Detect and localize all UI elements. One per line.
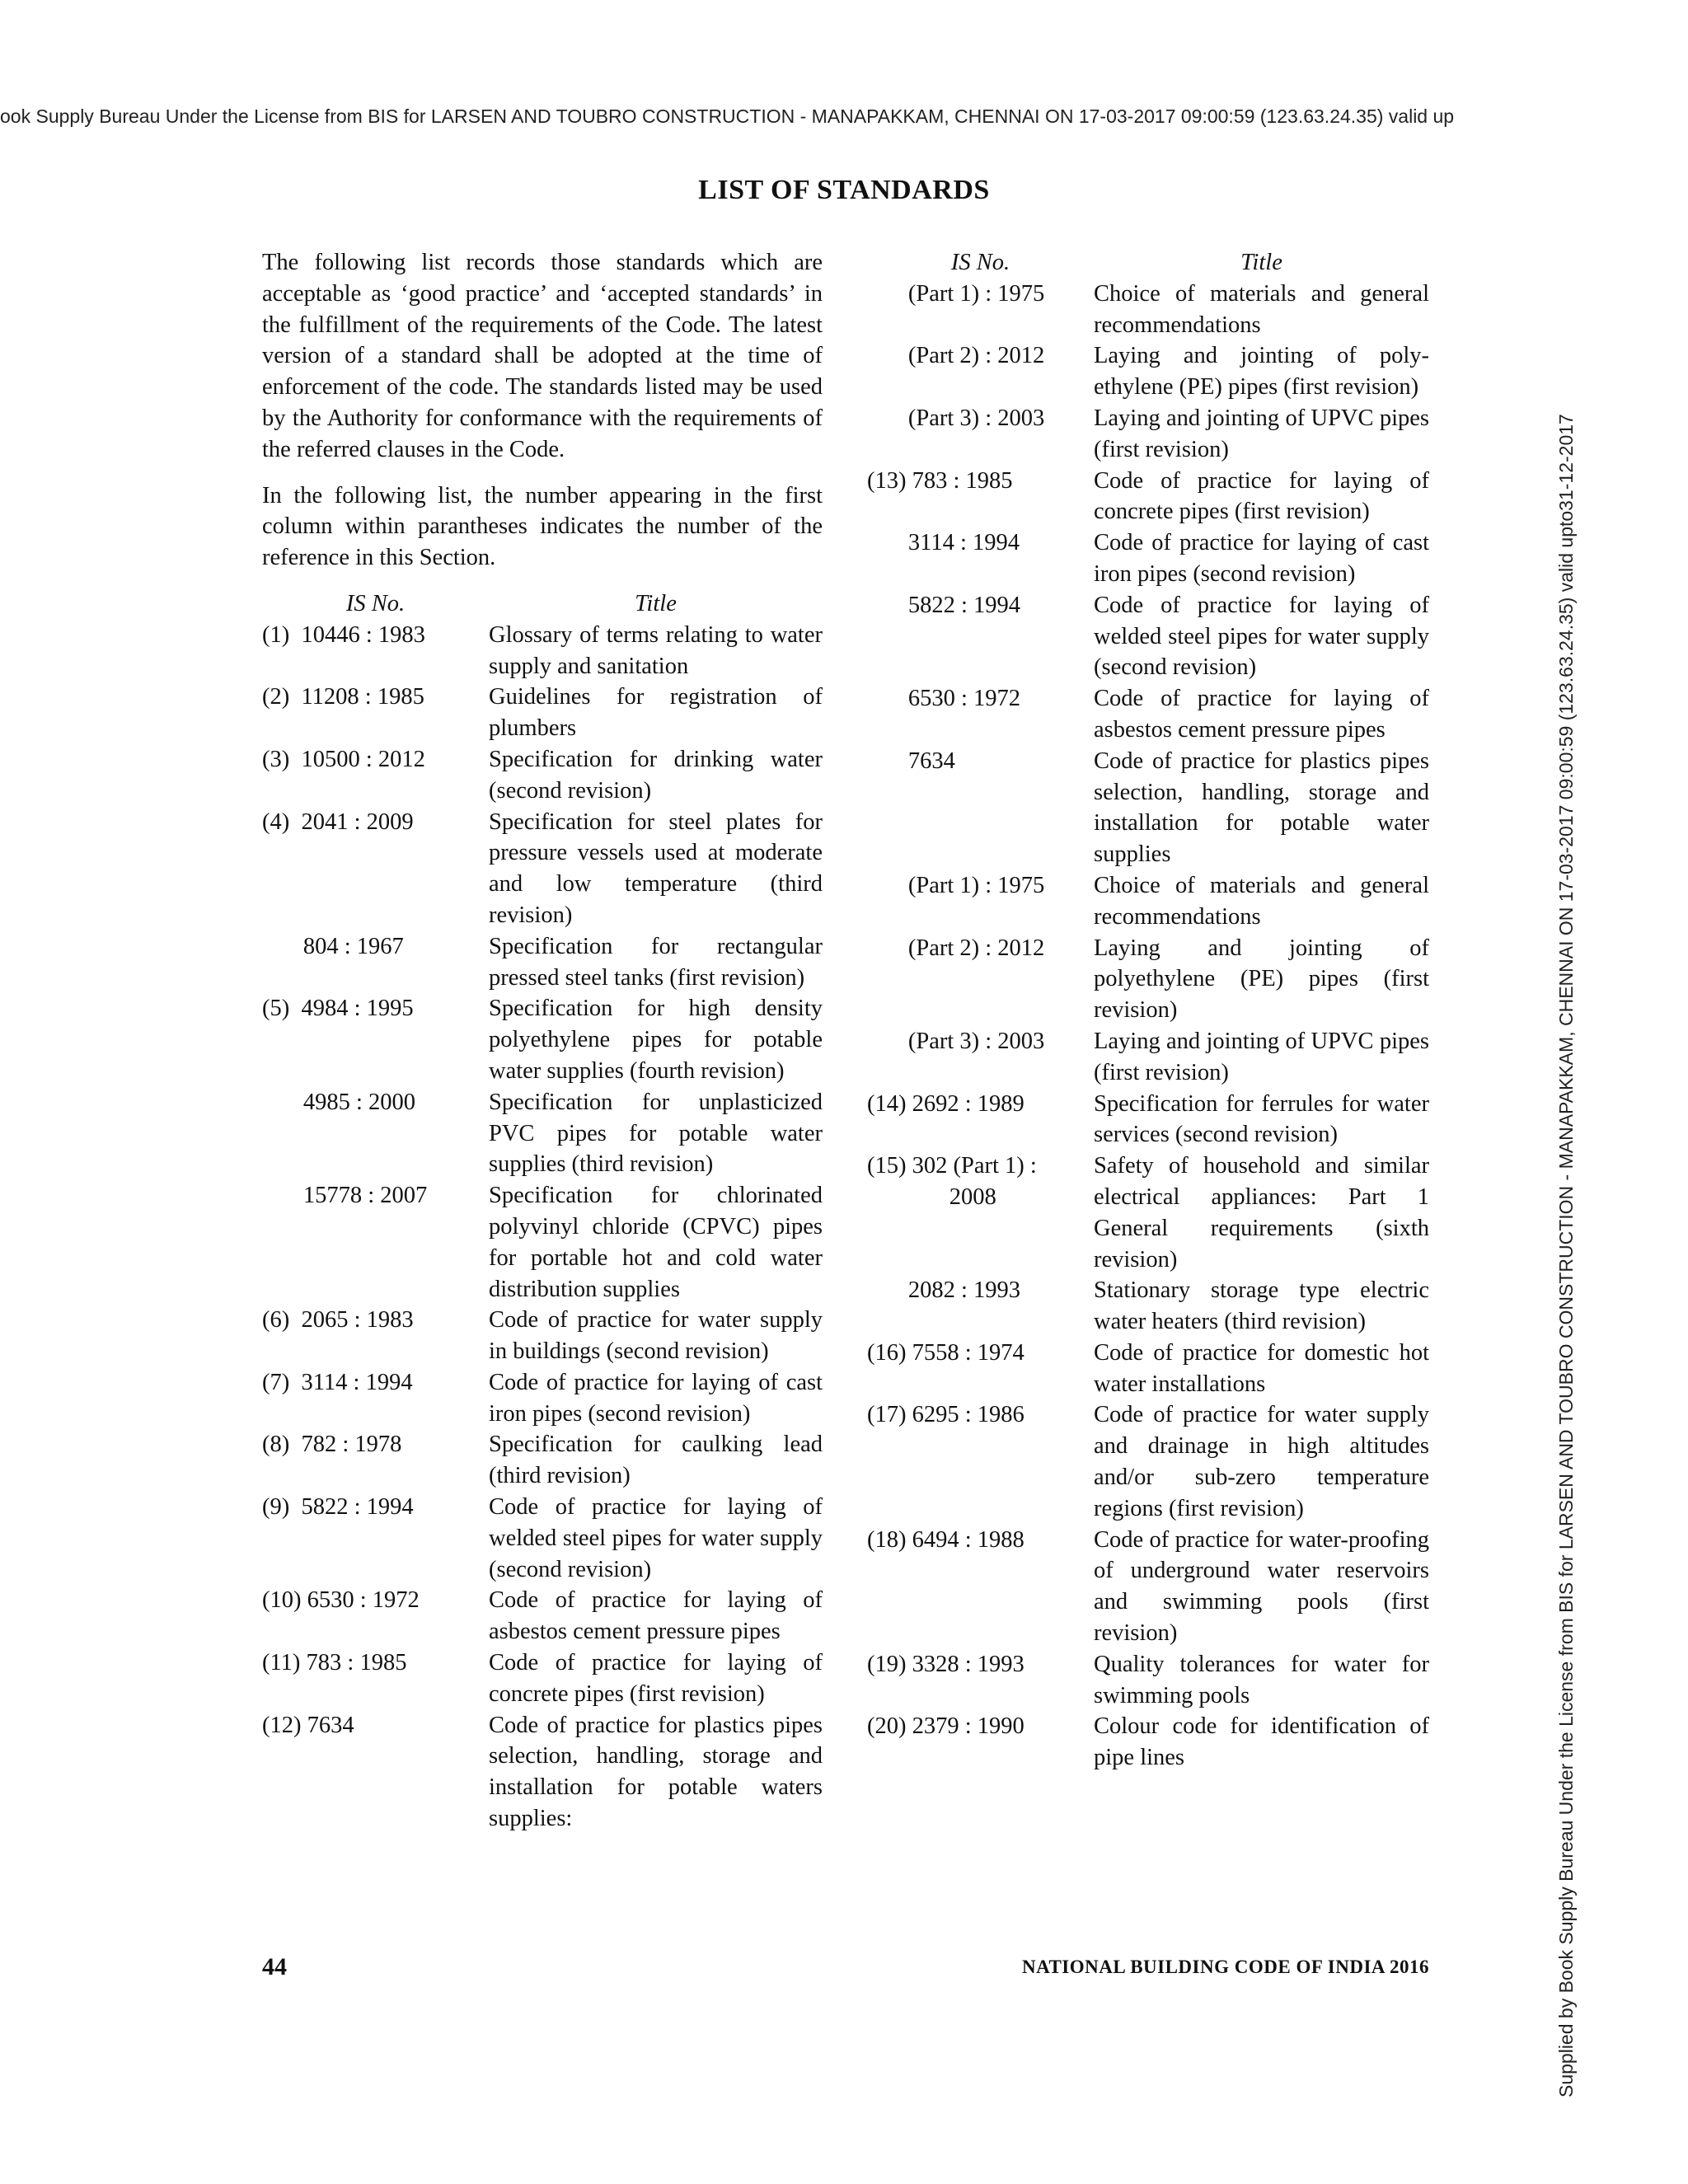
table-header — [867, 247, 1429, 279]
standard-number: 7634 — [867, 748, 955, 774]
standard-entry — [867, 340, 1429, 403]
standard-entry — [867, 403, 1429, 466]
standard-title: Colour code for identification of pipe lines — [1094, 1713, 1429, 1771]
standard-number: (6) 2065 : 1983 — [262, 1307, 414, 1333]
standard-title: Laying and jointing of polyethylene (PE) pipes (first revision) — [1094, 935, 1429, 1024]
standard-title: Code of practice for laying of cast iron pipes (second revision) — [1094, 530, 1429, 587]
standard-number: (19) 3328 : 1993 — [867, 1651, 1025, 1677]
standard-title: Code of practice for laying of cast iron pipes (second revision) — [489, 1369, 823, 1427]
standard-title: Specification for drinking water (second revision) — [489, 746, 823, 804]
standard-title: Code of practice for laying of asbestos cement pressure pipes — [489, 1587, 823, 1645]
standard-title: Specification for unplasticized PVC pipes for potable water supplies (third revision) — [489, 1089, 823, 1178]
standard-number: (16) 7558 : 1974 — [867, 1339, 1025, 1366]
standard-entry — [262, 1087, 823, 1180]
header-is-no: IS No. — [950, 250, 1010, 275]
standard-number: 15778 : 2007 — [262, 1183, 428, 1209]
standard-number: (Part 2) : 2012 — [867, 343, 1045, 369]
standard-number: (Part 3) : 2003 — [867, 405, 1045, 431]
page-title: LIST OF STANDARDS — [698, 175, 990, 205]
header-title: Title — [635, 590, 677, 616]
standard-title: Specification for ferrules for water services (second revision) — [1094, 1090, 1429, 1148]
standard-title: Stationary storage type electric water heaters (third revision) — [1094, 1277, 1429, 1335]
standard-title: Code of practice for laying of welded steel pipes for water supply (second revision) — [1094, 592, 1429, 681]
standard-entry — [262, 682, 823, 744]
standard-entry — [262, 1305, 823, 1367]
standard-number: 5822 : 1994 — [867, 592, 1021, 618]
table-header — [262, 588, 823, 620]
standard-entry — [262, 807, 823, 931]
standard-entry — [262, 931, 823, 994]
standard-title: Laying and jointing of UPVC pipes (first revision) — [1094, 1028, 1429, 1085]
standard-number: (12) 7634 — [262, 1712, 354, 1738]
standard-title: Safety of household and similar electrical appliances: Part 1 General requirements (sixth revision) — [1094, 1153, 1429, 1272]
standard-entry — [867, 1089, 1429, 1151]
standard-number: (13) 783 : 1985 — [867, 467, 1013, 494]
standard-number: (3) 10500 : 2012 — [262, 746, 425, 772]
standard-entry — [867, 1649, 1429, 1712]
standard-number: (14) 2692 : 1989 — [867, 1090, 1025, 1117]
standard-entry — [867, 1026, 1429, 1089]
standard-number: (4) 2041 : 2009 — [262, 808, 414, 835]
page-number: 44 — [262, 1953, 287, 1980]
standard-entry — [262, 744, 823, 807]
standard-entry — [867, 466, 1429, 528]
standard-entry — [867, 1399, 1429, 1524]
standard-number: (2) 11208 : 1985 — [262, 684, 424, 710]
standard-title: Specification for high density polyethylene pipes for potable water supplies (fourth revision) — [489, 996, 823, 1084]
standard-number: (15) 302 (Part 1) : 2008 — [867, 1153, 1037, 1210]
standard-entry — [262, 1585, 823, 1647]
standard-title: Specification for rectangular pressed steel tanks (first revision) — [489, 933, 823, 991]
standard-entry — [262, 1647, 823, 1710]
standard-entry — [867, 933, 1429, 1026]
standard-title: Specification for chlorinated polyvinyl chloride (CPVC) pipes for portable hot and cold water distribution supplies — [489, 1183, 823, 1302]
standard-entry — [262, 993, 823, 1086]
standard-title: Code of practice for water supply and drainage in high altitudes and/or sub-zero temperature regions (first revision) — [1094, 1402, 1429, 1521]
standard-title: Guidelines for registration of plumbers — [489, 684, 823, 742]
standard-number: (9) 5822 : 1994 — [262, 1494, 414, 1521]
standard-title: Laying and jointing of poly-ethylene (PE) pipes (first revision) — [1094, 343, 1429, 401]
standards-list-right — [867, 279, 1429, 1774]
standard-entry — [262, 1710, 823, 1835]
standard-title: Code of practice for laying of asbestos cement pressure pipes — [1094, 686, 1429, 743]
standard-title: Choice of materials and general recommendations — [1094, 280, 1429, 338]
standard-title: Choice of materials and general recommendations — [1094, 872, 1429, 930]
standard-number: 804 : 1967 — [262, 933, 404, 959]
left-column — [262, 247, 823, 1835]
standard-entry — [867, 1338, 1429, 1400]
standard-number: (Part 1) : 1975 — [867, 280, 1045, 307]
standard-entry — [867, 527, 1429, 590]
standard-number: 2082 : 1993 — [867, 1277, 1021, 1304]
standard-entry — [262, 1429, 823, 1492]
standard-title: Code of practice for domestic hot water installations — [1094, 1339, 1429, 1397]
header-title: Title — [1240, 250, 1282, 275]
standard-number: (18) 6494 : 1988 — [867, 1526, 1025, 1553]
standard-entry — [867, 590, 1429, 683]
standard-number: 4985 : 2000 — [262, 1089, 416, 1115]
standard-title: Code of practice for laying of concrete pipes (first revision) — [489, 1650, 823, 1707]
standard-number: (10) 6530 : 1972 — [262, 1587, 420, 1614]
standard-entry — [867, 683, 1429, 746]
standard-number: (8) 782 : 1978 — [262, 1432, 402, 1458]
standards-list-left — [262, 620, 823, 1835]
standard-title: Code of practice for laying of welded steel pipes for water supply (second revision) — [489, 1494, 823, 1582]
standard-title: Code of practice for water supply in buildings (second revision) — [489, 1307, 823, 1365]
standard-title: Quality tolerances for water for swimming pools — [1094, 1651, 1429, 1708]
standard-entry — [262, 620, 823, 682]
standard-title: Code of practice for plastics pipes selection, handling, storage and installation for potable waters supplies: — [489, 1712, 823, 1832]
book-title: NATIONAL BUILDING CODE OF INDIA 2016 — [1021, 1957, 1429, 1977]
standard-title: Code of practice for water-proofing of underground water reservoirs and swimming pools (first revision) — [1094, 1526, 1429, 1647]
license-watermark-side: Supplied by Book Supply Bureau Under the License from BIS for LARSEN AND TOUBRO CONSTRUCTION - MANAPAKKAM, CHENNAI ON 17-03-2017 09:00:59 (123.63.24.35) valid upto31-12-2017 — [1555, 414, 1577, 2097]
standard-entry — [867, 279, 1429, 341]
standard-title: Laying and jointing of UPVC pipes (first revision) — [1094, 405, 1429, 462]
standard-number: (Part 2) : 2012 — [867, 935, 1045, 961]
standard-entry — [867, 1275, 1429, 1338]
standard-number: (Part 1) : 1975 — [867, 872, 1045, 898]
standard-number: 3114 : 1994 — [867, 530, 1020, 556]
standard-entry — [867, 1525, 1429, 1649]
standard-number: (20) 2379 : 1990 — [867, 1713, 1025, 1740]
standard-title: Code of practice for plastics pipes selection, handling, storage and installation for potable water supplies — [1094, 748, 1429, 868]
intro-paragraph: The following list records those standards which are acceptable as ‘good practice’ and ‘accepted standards’ in the fulfillment of the requirements of the Code. The latest version of a standard shall be adopted at the time of enforcement of the code. The standards listed may be used by the Authority for conformance with the requirements of the referred clauses in the Code. — [262, 250, 823, 462]
standard-number: (1) 10446 : 1983 — [262, 621, 425, 648]
standard-title: Glossary of terms relating to water supply and sanitation — [489, 621, 823, 679]
standard-title: Specification for steel plates for pressure vessels used at moderate and low temperature (third revision) — [489, 808, 823, 928]
standard-entry — [867, 1711, 1429, 1774]
standard-entry — [262, 1180, 823, 1305]
standard-number: (11) 783 : 1985 — [262, 1650, 407, 1676]
standard-entry — [867, 870, 1429, 933]
standard-entry — [262, 1367, 823, 1430]
standard-title: Code of practice for laying of concrete pipes (first revision) — [1094, 467, 1429, 525]
standard-number: (17) 6295 : 1986 — [867, 1402, 1025, 1428]
standard-number: (7) 3114 : 1994 — [262, 1369, 413, 1395]
standard-entry — [262, 1492, 823, 1585]
standard-entry — [867, 746, 1429, 870]
standard-title: Specification for caulking lead (third revision) — [489, 1432, 823, 1489]
standard-number: (Part 3) : 2003 — [867, 1028, 1045, 1054]
license-watermark-top: ook Supply Bureau Under the License from BIS for LARSEN AND TOUBRO CONSTRUCTION - MANAPAKKAM, CHENNAI ON 17-03-2017 09:00:59 (123.63.24.35) valid up — [0, 105, 1455, 127]
standard-entry — [867, 1151, 1429, 1275]
right-column — [867, 247, 1429, 1774]
standard-number: (5) 4984 : 1995 — [262, 996, 414, 1022]
header-is-no: IS No. — [345, 590, 406, 616]
standard-number: 6530 : 1972 — [867, 686, 1021, 712]
intro-paragraph: In the following list, the number appearing in the first column within parantheses indicates the number of the reference in this Section. — [262, 482, 823, 571]
